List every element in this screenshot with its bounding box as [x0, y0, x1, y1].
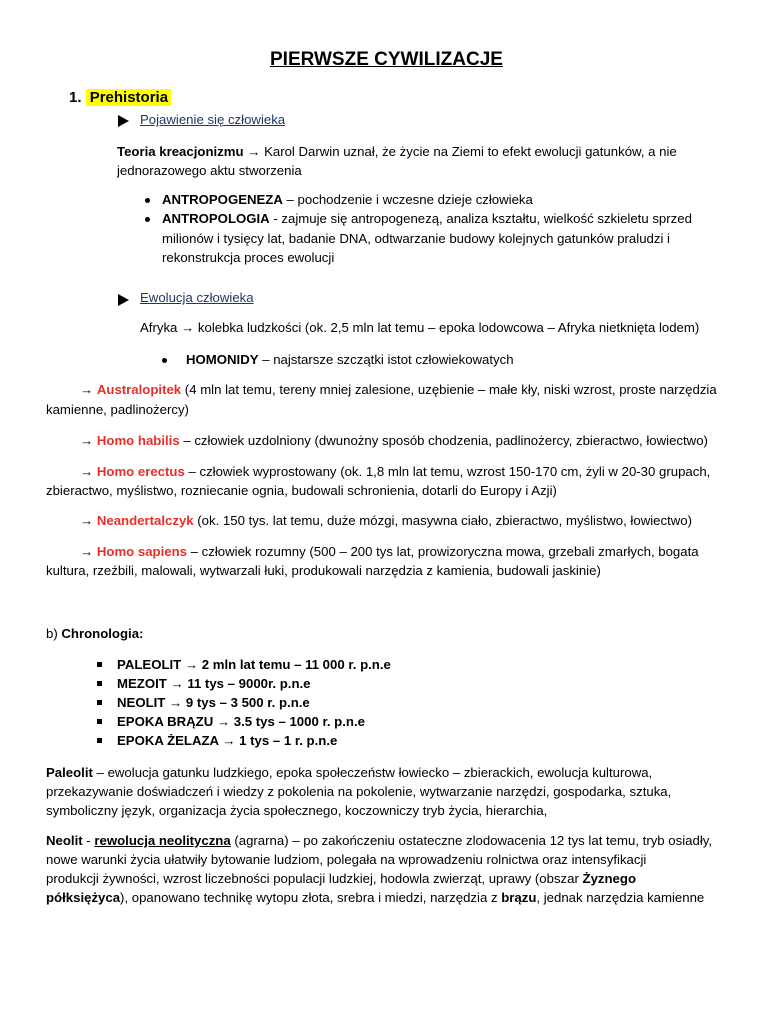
species-australopitek-line-1: → Australopitek (4 mln lat temu, tereny mniej zalesione, uzębienie – małe kły, niski wzrost, proste narzędzia — [80, 382, 717, 397]
species-homo-erectus-line-1: → Homo erectus – człowiek wyprostowany (ok. 1,8 mln lat temu, wzrost 150-170 cm, żyli w 20-30 grupach, — [80, 464, 711, 479]
theory-line-1: Teoria kreacjonizmu → Karol Darwin uznał, że życie na Ziemi to efekt ewolucji gatunków, a nie — [117, 144, 677, 159]
paleolit-line-3: symboliczny język, organizacja życia społecznego, koczowniczy tryb życia, hierarchia, — [46, 803, 548, 818]
arrowhead-bullet-icon — [118, 113, 129, 131]
square-bullet-icon — [97, 700, 102, 705]
chronology-item: PALEOLIT → 2 mln lat temu – 11 000 r. p.n.e — [117, 657, 391, 672]
species-neandertalczyk: → Neandertalczyk (ok. 150 tys. lat temu, duże mózgi, masywna ciało, zbieractwo, myślistwo, łowiectwo) — [80, 513, 692, 528]
paleolit-line-2: przekazywanie doświadczeń i wiedzy z pokolenia na pokolenie, wytwarzanie narzędzi, gospodarka, sztuka, — [46, 784, 672, 799]
homonidy-line: HOMONIDY – najstarsze szczątki istot człowiekowatych — [186, 352, 514, 367]
species-homo-sapiens-line-1: → Homo sapiens – człowiek rozumny (500 – 200 tys lat, prowizoryczna mowa, grzebali zmarłych, bogata — [80, 544, 699, 559]
bullet-icon — [162, 358, 167, 363]
species-homo-sapiens-line-2: kultura, rzeźbili, malowali, wytwarzali łuki, produkowali narzędzia z kamienia, budowali jaskinie) — [46, 563, 601, 578]
section-label: Prehistoria — [86, 89, 171, 106]
square-bullet-icon — [97, 662, 102, 667]
chronology-item: NEOLIT → 9 tys – 3 500 r. p.n.e — [117, 695, 310, 710]
neolit-line-4: półksiężyca), opanowano technikę wytopu złota, srebra i miedzi, narzędzia z brązu, jednak narzędzia kamienne — [46, 890, 705, 905]
species-australopitek-line-2: kamienne, padlinożercy) — [46, 402, 189, 417]
section-heading — [69, 87, 171, 109]
bullet-antropogeneza: ANTROPOGENEZA – pochodzenie i wczesne dzieje człowieka — [162, 192, 533, 207]
bullet-antropologia: ANTROPOLOGIA - zajmuje się antropogenezą, analiza kształtu, wielkość szkieletu sprzed — [162, 211, 692, 226]
neolit-line-2: nowe warunki życia ułatwiły bytowanie ludziom, polegała na wprowadzeniu rolnictwa oraz intensyfikacji — [46, 852, 647, 867]
neolit-line-3: produkcji żywności, wzrost liczebności populacji ludzkiej, hodowla zwierząt, uprawy (obszar Żyznego — [46, 871, 636, 886]
square-bullet-icon — [97, 738, 102, 743]
page-title: PIERWSZE CYWILIZACJE — [270, 49, 503, 70]
paleolit-line-1: Paleolit – ewolucja gatunku ludzkiego, epoka społeczeństw łowiecko – zbierackich, ewolucja kulturowa, — [46, 765, 653, 780]
theory-line-2: jednorazowego aktu stworzenia — [117, 163, 302, 178]
antropologia-cont-1: milionów i tysięcy lat, badanie DNA, odtwarzanie budowy kolejnych gatunków praludzi i — [162, 231, 670, 246]
bullet-icon — [145, 217, 150, 222]
section-number: 1. — [69, 89, 82, 106]
arrowhead-bullet-icon — [118, 292, 129, 310]
subheading-evolution: Ewolucja człowieka — [140, 290, 254, 305]
africa-line: Afryka → kolebka ludzkości (ok. 2,5 mln lat temu – epoka lodowcowa – Afryka nietknięta lodem) — [140, 320, 700, 335]
species-homo-habilis: → Homo habilis – człowiek uzdolniony (dwunożny sposób chodzenia, padlinożercy, zbieractwo, łowiectwo) — [80, 433, 708, 448]
chronology-item: EPOKA ŻELAZA → 1 tys – 1 r. p.n.e — [117, 733, 338, 748]
neolit-line-1: Neolit - rewolucja neolityczna (agrarna) – po zakończeniu ostateczne zlodowacenia 12 tys lat temu, tryb osiadły, — [46, 833, 713, 848]
square-bullet-icon — [97, 681, 102, 686]
bullet-icon — [145, 198, 150, 203]
species-homo-erectus-line-2: zbieractwo, myślistwo, rozniecanie ognia, budowali schronienia, dotarli do Europy i Azji) — [46, 483, 557, 498]
chronology-item: EPOKA BRĄZU → 3.5 tys – 1000 r. p.n.e — [117, 714, 365, 729]
chronology-item: MEZOIT → 11 tys – 9000r. p.n.e — [117, 676, 311, 691]
antropologia-cont-2: rekonstrukcja proces ewolucji — [162, 250, 335, 265]
square-bullet-icon — [97, 719, 102, 724]
chronology-heading: b) Chronologia: — [46, 626, 144, 641]
subheading-origin: Pojawienie się człowieka — [140, 112, 286, 127]
